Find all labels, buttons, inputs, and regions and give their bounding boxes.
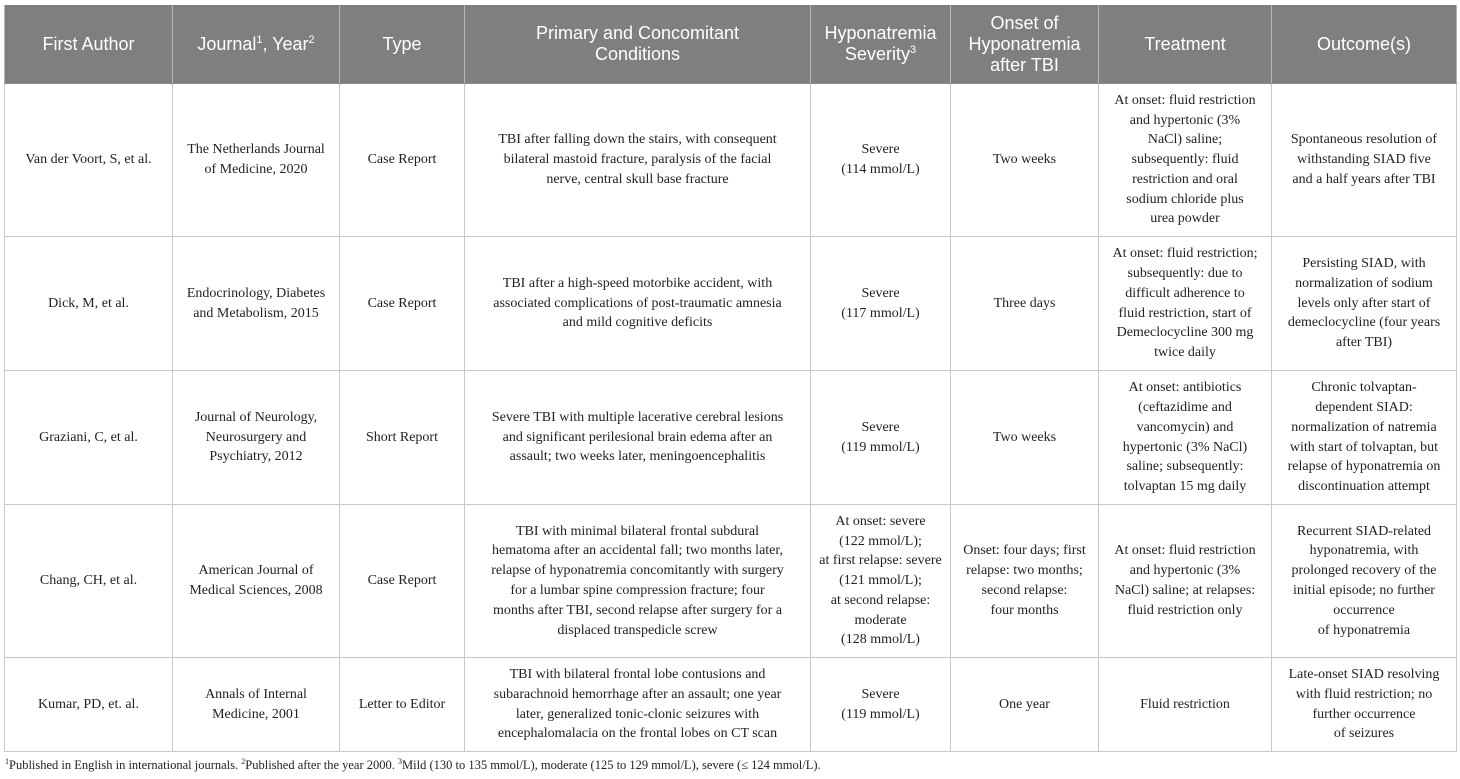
cell-journal: The Netherlands Journal of Medicine, 2020	[173, 84, 340, 237]
cell-journal: American Journal of Medical Sciences, 2008	[173, 505, 340, 658]
cell-outcome: Persisting SIAD, with normalization of sodium levels only after start of demeclocycline (four years after TBI)	[1272, 237, 1457, 371]
footnote-marker-3: 3	[398, 757, 403, 766]
header-journal-label: Journal	[197, 33, 257, 54]
table-row	[5, 237, 1457, 371]
cell-author: Dick, M, et al.	[5, 237, 173, 371]
cell-onset: Two weeks	[951, 371, 1099, 505]
cell-onset: One year	[951, 658, 1099, 752]
cell-type: Letter to Editor	[340, 658, 465, 752]
cell-treatment: At onset: antibiotics (ceftazidime and vancomycin) and hypertonic (3% NaCl) saline; subsequently: tolvaptan 15 mg daily	[1099, 371, 1272, 505]
cell-type: Case Report	[340, 505, 465, 658]
cell-treatment: Fluid restriction	[1099, 658, 1272, 752]
cell-treatment: At onset: fluid restriction; subsequently: due to difficult adherence to fluid restriction, start of Demeclocycline 300 mg twice daily	[1099, 237, 1272, 371]
cell-outcome: Chronic tolvaptan- dependent SIAD: normalization of natremia with start of tolvaptan, but relapse of hyponatremia on discontinuation attempt	[1272, 371, 1457, 505]
cell-author: Van der Voort, S, et al.	[5, 84, 173, 237]
table-row	[5, 505, 1457, 658]
cell-conditions: TBI after falling down the stairs, with consequent bilateral mastoid fracture, paralysis of the facial nerve, central skull base fracture	[465, 84, 811, 237]
cell-treatment: At onset: fluid restriction and hypertonic (3% NaCl) saline; at relapses: fluid restriction only	[1099, 505, 1272, 658]
header-severity-label: Hyponatremia Severity	[824, 23, 937, 64]
footnote-text-1: Published in English in international journals.	[9, 758, 242, 773]
cell-conditions: TBI with minimal bilateral frontal subdural hematoma after an accidental fall; two months later, relapse of hyponatremia concomitantly with surgery for a lumbar spine compression fracture; four months after TBI, second relapse after surgery for a displaced transpedicle screw	[465, 505, 811, 658]
cell-treatment: At onset: fluid restriction and hypertonic (3% NaCl) saline; subsequently: fluid restriction and oral sodium chloride plus urea powder	[1099, 84, 1272, 237]
cell-severity: Severe (114 mmol/L)	[811, 84, 951, 237]
cell-onset: Three days	[951, 237, 1099, 371]
cell-severity: At onset: severe (122 mmol/L); at first relapse: severe (121 mmol/L); at second relapse: moderate (128 mmol/L)	[811, 505, 951, 658]
header-row	[5, 5, 1457, 84]
table-row	[5, 84, 1457, 237]
footnote-marker-1: 1	[5, 757, 9, 766]
cell-type: Short Report	[340, 371, 465, 505]
cell-type: Case Report	[340, 84, 465, 237]
footnote-marker-3: 3	[909, 44, 917, 56]
cell-conditions: Severe TBI with multiple lacerative cerebral lesions and significant perilesional brain edema after an assault; two weeks later, meningoencephalitis	[465, 371, 811, 505]
cell-conditions: TBI after a high-speed motorbike accident, with associated complications of post-traumatic amnesia and mild cognitive deficits	[465, 237, 811, 371]
header-severity	[811, 5, 951, 84]
cell-type: Case Report	[340, 237, 465, 371]
footnote-marker-1: 1	[256, 33, 263, 46]
cell-journal: Journal of Neurology, Neurosurgery and Psychiatry, 2012	[173, 371, 340, 505]
table-row	[5, 371, 1457, 505]
header-treatment: Treatment	[1099, 5, 1272, 84]
cell-journal: Annals of Internal Medicine, 2001	[173, 658, 340, 752]
table-footnote	[5, 757, 821, 773]
cell-conditions: TBI with bilateral frontal lobe contusions and subarachnoid hemorrhage after an assault; one year later, generalized tonic-clonic seizures with encephalomalacia on the frontal lobes on CT scan	[465, 658, 811, 752]
header-journal-year	[173, 5, 340, 84]
header-conditions: Primary and Concomitant Conditions	[465, 5, 811, 84]
cell-onset: Two weeks	[951, 84, 1099, 237]
footnote-marker-2: 2	[241, 757, 246, 766]
header-outcomes: Outcome(s)	[1272, 5, 1457, 84]
footnote-text-2: Published after the year 2000.	[245, 758, 399, 773]
cell-outcome: Recurrent SIAD-related hyponatremia, with prolonged recovery of the initial episode; no further occurrence of hyponatremia	[1272, 505, 1457, 658]
cell-journal: Endocrinology, Diabetes and Metabolism, 2015	[173, 237, 340, 371]
footnote-text-3: Mild (130 to 135 mmol/L), moderate (125 to 129 mmol/L), severe (≤ 124 mmol/L).	[402, 758, 821, 773]
cell-onset: Onset: four days; first relapse: two months; second relapse: four months	[951, 505, 1099, 658]
cell-author: Chang, CH, et al.	[5, 505, 173, 658]
cell-outcome: Late-onset SIAD resolving with fluid restriction; no further occurrence of seizures	[1272, 658, 1457, 752]
cell-severity: Severe (117 mmol/L)	[811, 237, 951, 371]
cell-severity: Severe (119 mmol/L)	[811, 371, 951, 505]
header-onset: Onset of Hyponatremia after TBI	[951, 5, 1099, 84]
footnote-marker-2: 2	[308, 33, 315, 46]
cell-author: Graziani, C, et al.	[5, 371, 173, 505]
header-type: Type	[340, 5, 465, 84]
header-year-label: , Year	[262, 33, 309, 54]
cell-author: Kumar, PD, et. al.	[5, 658, 173, 752]
cell-outcome: Spontaneous resolution of withstanding SIAD five and a half years after TBI	[1272, 84, 1457, 237]
literature-table	[4, 5, 1457, 752]
table-row	[5, 658, 1457, 752]
cell-severity: Severe (119 mmol/L)	[811, 658, 951, 752]
header-first-author: First Author	[5, 5, 173, 84]
